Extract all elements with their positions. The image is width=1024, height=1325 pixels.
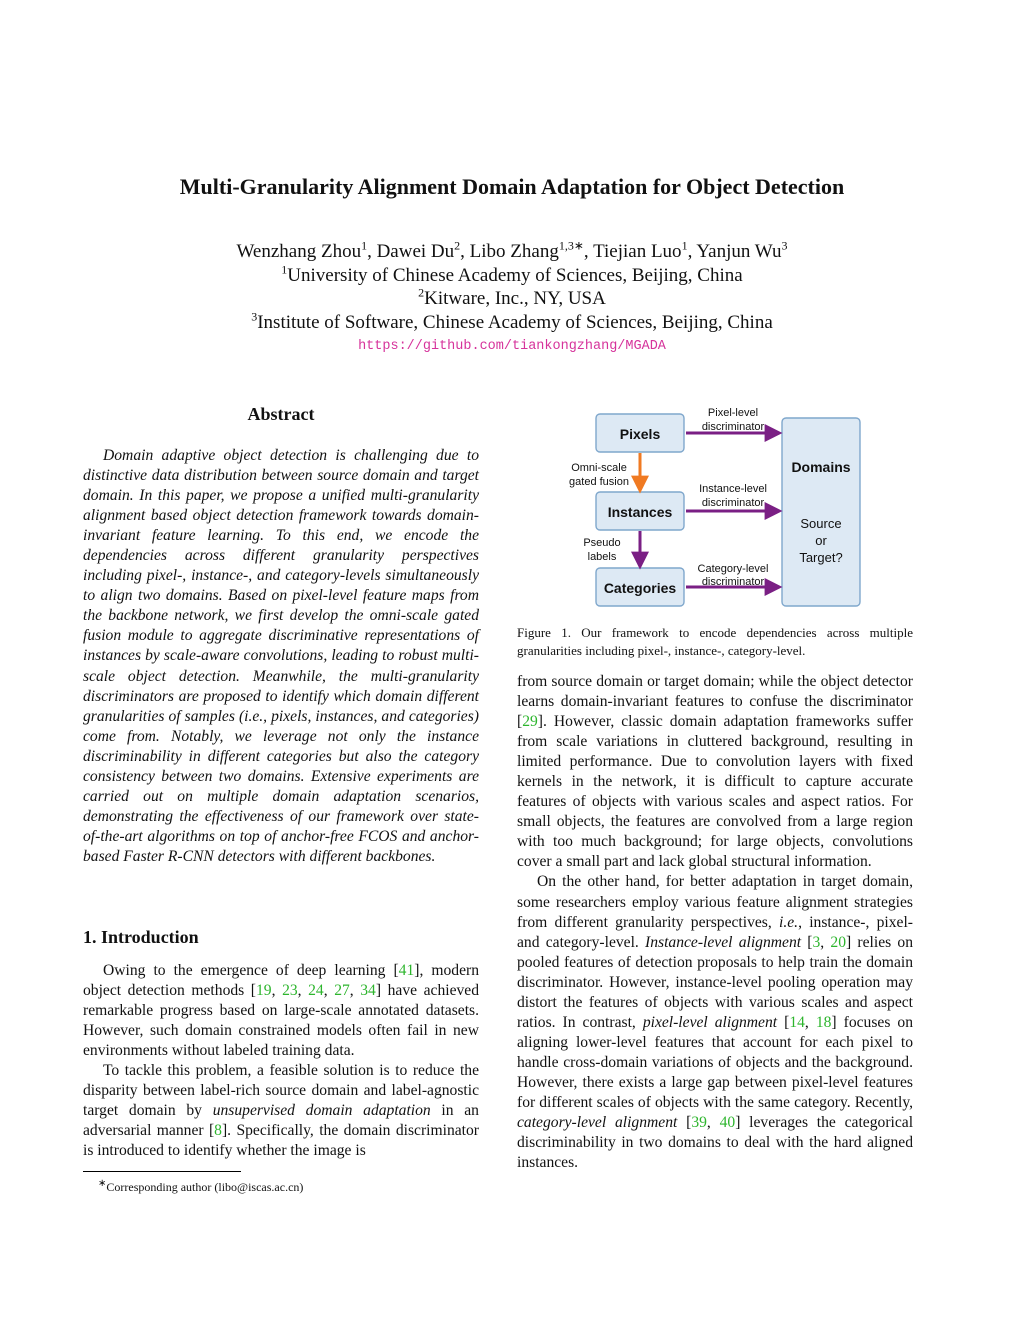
- instance-discriminator-label: discriminator: [701, 497, 765, 509]
- author-list: Wenzhang Zhou$^1$, Dawei Du$^2$, Libo Zhang$^{1,3∗}$, Tiejian Luo$^1$, Yanjun Wu$^3$: [236, 238, 788, 262]
- emphasis-text: pixel-level alignment: [642, 1013, 778, 1031]
- intro-paragraph: Owing to the emergence of deep learning [41], modern object detection methods [19, 23, 24, 27, 34] have achieved remarkable progress based on large-scale annotated datasets. However, such domain constrained models often fail in new environments without labeled training data.: [83, 962, 480, 1060]
- body-paragraph: On the other hand, for better adaptation in target domain, some researchers employ various feature alignment strategies from different granularity perspectives, i.e., instance-, pixel- and category-level. Instance-level alignment [3, 20] relies on pooled features of detection proposals to help train the domain discriminator. However, instance-level pooling operation may distort the features of objects with various scales and aspect ratios. In contrast, pixel-level alignment [14, 18] focuses on aligning lower-level features that account for each pixel to handle cross-domain variations of objects and the background. However, there exists a large gap between pixel-level features for different scales of objects with the same category. Recently, category-level alignment [39, 40] leverages the categorical discriminability in two domains to deal with the hard aligned instances.: [517, 873, 914, 1172]
- citation-link[interactable]: 19: [256, 982, 272, 1000]
- author-affil-mark: 1: [681, 238, 688, 253]
- emphasis-text: i.e.: [779, 913, 799, 931]
- citation-link[interactable]: 18: [815, 1013, 832, 1031]
- section-heading-introduction: 1. Introduction: [83, 927, 199, 947]
- categories-label: Categories: [603, 580, 677, 596]
- instance-level-label: Instance-level: [699, 483, 767, 495]
- citation-link[interactable]: 27: [334, 982, 350, 1000]
- citation-link[interactable]: 3: [812, 933, 821, 951]
- instances-label: Instances: [607, 504, 673, 520]
- author-block: [0, 240, 1024, 359]
- citation-link[interactable]: 39: [691, 1114, 707, 1132]
- labels-text: labels: [587, 551, 617, 563]
- emphasis-text: Instance-level alignment: [645, 933, 802, 951]
- affiliation: $^3$Institute of Software, Chinese Academy of Sciences, Beijing, China: [251, 309, 773, 333]
- author-name: Yanjun Wu: [696, 241, 782, 262]
- author-name: Dawei Du: [376, 241, 455, 262]
- pixel-level-label: Pixel-level: [707, 407, 759, 419]
- introduction-body: [83, 961, 479, 1161]
- target-label: Target?: [799, 550, 843, 565]
- emphasis-text: category-level alignment: [517, 1114, 678, 1132]
- footnote: ∗Corresponding author (libo@iscas.ac.cn): [98, 1178, 304, 1194]
- author-name: Tiejian Luo: [593, 241, 682, 262]
- category-level-label: Category-level: [697, 563, 769, 575]
- source-label: Source: [800, 516, 842, 531]
- abstract-heading: Abstract: [247, 404, 315, 424]
- body-paragraph: from source domain or target domain; while the object detector learns domain-invariant features to confuse the discriminator [29]. However, classic domain adaptation frameworks suffer from scale variations in cluttered background, resulting in limited performance. Due to convolution layers with fixed kernels in the network, it is difficult to capture accurate features of objects with various scales and aspect ratios. For small objects, the features are convolved from a large region with too much background; for large objects, convolutions cover a small part and lack global structural information.: [517, 673, 913, 871]
- abstract-text: Domain adaptive object detection is challenging due to distinctive data distribution between source domain and target domain. In this paper, we propose a unified multi-granularity alignment based object detection framework towards domain-invariant feature learning. To this end, we encode the dependencies across different granularity perspectives including pixel-, instance-, and category-levels simultaneously to align two domains. Based on pixel-level feature maps from the backbone network, we first develop the omni-scale gated fusion module to aggregate discriminative representations of instances by scale-aware convolutions, leading to robust multi-scale object detection. Meanwhile, the multi-granularity discriminators are proposed to identify which domain different granularities of samples (i.e., pixels, instances, and categories) come from. Notably, we leverage not only the instance discriminability in different categories but also the category consistency between two domains. Extensive experiments are carried out on multiple domain adaptation scenarios, demonstrating the effectiveness of our framework over state-of-the-art algorithms on top of anchor-free FCOS and anchor-based Faster R-CNN detectors with different backbones.: [83, 447, 479, 865]
- abstract-body: [83, 446, 479, 867]
- footnote-rule: [83, 1171, 241, 1172]
- citation-link[interactable]: 40: [719, 1114, 736, 1132]
- citation-link[interactable]: 8: [214, 1122, 222, 1140]
- paper-title: Multi-Granularity Alignment Domain Adaptation for Object Detection: [179, 174, 845, 199]
- affiliation: $^1$University of Chinese Academy of Sciences, Beijing, China: [281, 262, 743, 286]
- pixel-discriminator-label: discriminator: [701, 421, 765, 433]
- emphasis-text: unsupervised domain adaptation: [212, 1102, 431, 1120]
- author-affil-mark: 3: [781, 238, 788, 253]
- author-affil-mark: 1,3∗: [558, 238, 584, 253]
- omni-scale-label: Omni-scale: [571, 462, 627, 474]
- author-affil-mark: 1: [361, 238, 368, 253]
- citation-link[interactable]: 23: [282, 982, 298, 1000]
- domains-label: Domains: [791, 459, 851, 475]
- category-discriminator-label: discriminator: [701, 576, 765, 588]
- author-name: Wenzhang Zhou: [236, 241, 362, 262]
- affiliation: $^2$Kitware, Inc., NY, USA: [418, 285, 606, 309]
- author-name: Libo Zhang: [469, 241, 559, 262]
- domains-node: [782, 418, 860, 606]
- citation-link[interactable]: 24: [308, 982, 324, 1000]
- figure-1-caption: Figure 1. Our framework to encode dependencies across multiple granularities including pixel-, instance-, category-level.: [517, 625, 913, 658]
- citation-link[interactable]: 14: [789, 1013, 805, 1031]
- figure-1-framework-diagram: [558, 400, 878, 616]
- citation-link[interactable]: 20: [830, 933, 847, 951]
- gated-fusion-label: gated fusion: [569, 476, 629, 488]
- pseudo-label-text: Pseudo: [583, 537, 621, 549]
- or-label: or: [815, 533, 827, 548]
- citation-link[interactable]: 41: [398, 962, 415, 979]
- pixels-label: Pixels: [619, 426, 661, 442]
- intro-paragraph: To tackle this problem, a feasible solution is to reduce the disparity between label-rich source domain and label-agnostic target domain by unsupervised domain adaptation in an adversarial manner [8]. Specifically, the domain discriminator is introduced to identify whether the image is: [83, 1062, 480, 1160]
- author-affil-mark: 2: [454, 238, 461, 253]
- right-column-body: [517, 672, 913, 1173]
- code-url-link[interactable]: https://github.com/tiankongzhang/MGADA: [358, 339, 666, 354]
- citation-link[interactable]: 34: [360, 982, 376, 1000]
- citation-link[interactable]: 29: [522, 713, 538, 731]
